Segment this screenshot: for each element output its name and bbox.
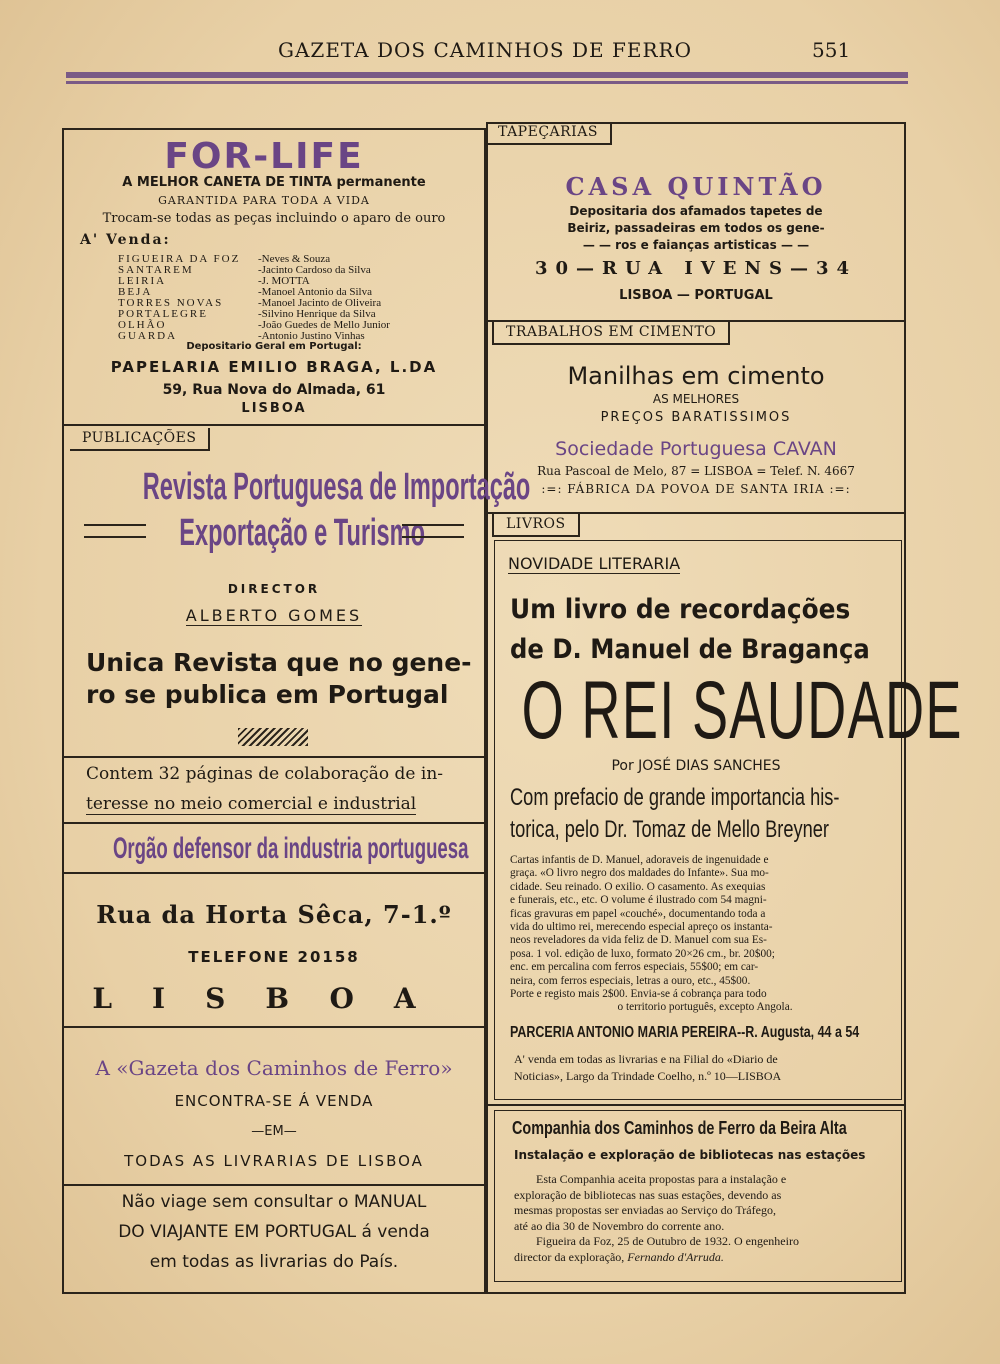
dealer-row: GUARDA -Antonio Justino Vinhas <box>118 330 365 342</box>
cavan-company: Sociedade Portuguesa CAVAN <box>555 438 837 460</box>
director-label: DIRECTOR <box>227 582 321 596</box>
forlife-brand: FOR-LIFE <box>164 136 364 177</box>
tab-livros: LIVROS <box>492 514 580 537</box>
rei-saudade-title: O REI SAUDADE <box>521 665 963 756</box>
revista-title-line1: Revista Portuguesa de Importação <box>142 466 531 508</box>
tab-tapecarias: TAPEÇARIAS <box>486 122 612 145</box>
header-rule-thin <box>66 81 908 84</box>
forlife-depositario: Depositario Geral em Portugal: <box>186 341 362 352</box>
avenda-line1: A' venda em todas as livrarias e na Filial do «Diario de <box>514 1052 778 1066</box>
cimento-ad <box>488 322 904 512</box>
gazeta-venda-line4: TODAS AS LIVRARIAS DE LISBOA <box>124 1152 424 1170</box>
decorative-stripes <box>238 728 308 746</box>
parceria-line: PARCERIA ANTONIO MARIA PEREIRA--R. Augusta, 44 a 54 <box>510 1024 860 1041</box>
gazeta-venda-line3: —EM— <box>251 1124 297 1139</box>
divider <box>64 872 484 874</box>
orgao-line: Orgão defensor da industria portuguesa <box>112 832 469 865</box>
tapecarias-address: 30—RUA IVENS—34 <box>535 258 857 279</box>
divider <box>486 1104 906 1106</box>
decorative-dashes-right <box>402 524 464 538</box>
tapecarias-ad <box>488 124 904 320</box>
contem-line2: teresse no meio comercial e industrial <box>86 794 417 814</box>
dealer-row: LEIRIA -J. MOTTA <box>118 275 310 287</box>
dealer-list <box>118 254 478 342</box>
forlife-tagline: A MELHOR CANETA DE TINTA permanente <box>122 175 426 190</box>
page-number: 551 <box>812 38 851 62</box>
manual-line2: DO VIAJANTE EM PORTUGAL á venda <box>118 1222 430 1242</box>
manual-line3: em todas as livrarias do País. <box>149 1252 399 1272</box>
tapecarias-desc-line2: Beiriz, passadeiras em todos os gene- <box>567 221 825 235</box>
dealer-row: OLHÃO -João Guedes de Mello Junior <box>118 319 390 331</box>
livro-headline2: de D. Manuel de Bragança <box>510 634 870 665</box>
cimento-precos: PREÇOS BARATISSIMOS <box>600 410 792 425</box>
forlife-papelaria: PAPELARIA EMILIO BRAGA, L.DA <box>110 358 438 376</box>
lisboa-spaced: LISBOA <box>92 982 456 1015</box>
forlife-address: 59, Rua Nova do Almada, 61 <box>162 382 386 398</box>
beira-alta-ad <box>496 1112 900 1280</box>
header-rule <box>66 72 908 78</box>
livro-description: Cartas infantis de D. Manuel, adoraveis de ingenuidade e graça. «O livro negro dos maldades do Infante». Sua mo- cidade. Seu reinado. O exilio. O casamento. As exequias e funerais, etc., etc. O volume é ilustrado com 54 magni- ficas gravuras em papel «couché», documentando toda a vida do ultimo rei, merecendo especial apreço os instanta- neos reveladores da vida feliz de D. Manuel com sua Es- posa. 1 vol. edição de luxo, formato 20×26 cm., br. 20$00; enc. em percalina com ferros especiais, 55$00; em car- neira, com ferros especiais, letras a ouro, etc., 45$00. Porte e registo mais 2$00. Envia-se á cobrança para todo o territorio português, excepto Angola. <box>510 854 793 1014</box>
novidade-literaria: NOVIDADE LITERARIA <box>508 554 681 573</box>
contem-line1: Contem 32 páginas de colaboração de in- <box>86 764 444 784</box>
casa-quintao-title: CASA QUINTÃO <box>565 172 827 201</box>
tab-cimento: TRABALHOS EM CIMENTO <box>492 322 730 345</box>
tapecarias-desc-line3: — — ros e faianças artisticas — — <box>582 238 810 252</box>
dealer-row: BEJA -Manoel Antonio da Silva <box>118 286 372 298</box>
gazeta-venda-line1: A «Gazeta dos Caminhos de Ferro» <box>95 1056 453 1080</box>
director-name: ALBERTO GOMES <box>185 606 363 625</box>
unica-line2: ro se publica em Portugal <box>86 680 449 709</box>
forlife-parts: Trocam-se todas as peças incluindo o aparo de ouro <box>102 211 446 226</box>
forlife-ad <box>64 130 484 424</box>
livro-headline1: Um livro de recordações <box>510 594 851 625</box>
cimento-melhores: AS MELHORES <box>652 392 740 406</box>
manilhas-title: Manilhas em cimento <box>567 362 825 390</box>
forlife-city: LISBOA <box>241 401 307 416</box>
tapecarias-desc-line1: Depositaria dos afamados tapetes de <box>569 204 823 218</box>
manual-line1: Não viage sem consultar o MANUAL <box>121 1192 427 1212</box>
gazeta-venda-ad <box>64 1028 484 1184</box>
unica-line1: Unica Revista que no gene- <box>86 648 472 677</box>
manual-ad <box>64 1186 484 1292</box>
dealer-row: PORTALEGRE -Silvino Henrique da Silva <box>118 308 376 320</box>
divider <box>64 822 484 824</box>
tapecarias-city: LISBOA — PORTUGAL <box>619 288 773 303</box>
livros-ad <box>488 514 963 1104</box>
dealer-row: TORRES NOVAS -Manoel Jacinto de Oliveira <box>118 297 382 309</box>
telefone: TELEFONE 20158 <box>188 948 360 966</box>
tab-publicacoes: PUBLICAÇÕES <box>70 428 210 451</box>
dealer-row: FIGUEIRA DA FOZ -Neves & Souza <box>118 253 331 265</box>
dealer-row: SANTAREM -Jacinto Cardoso da Silva <box>118 264 371 276</box>
avenda-line2: Noticias», Largo da Trindade Coelho, n.º 10—LISBOA <box>514 1069 782 1083</box>
beira-alta-subtitle: Instalação e exploração de bibliotecas nas estações <box>514 1148 866 1162</box>
prefacio-line1: Com prefacio de grande importancia his- <box>510 784 840 811</box>
beira-alta-title: Companhia dos Caminhos de Ferro da Beira Alta <box>512 1118 847 1138</box>
forlife-guarantee: GARANTIDA PARA TODA A VIDA <box>158 194 370 207</box>
prefacio-line2: torica, pelo Dr. Tomaz de Mello Breyner <box>510 816 830 843</box>
journal-title: GAZETA DOS CAMINHOS DE FERRO <box>278 38 692 62</box>
revista-title-line2: Exportação e Turismo <box>179 512 426 554</box>
forlife-venda: A' Venda: <box>80 232 171 248</box>
cimento-address: Rua Pascoal de Melo, 87 = LISBOA = Telef. N. 4667 <box>537 464 855 478</box>
cimento-fabrica: :=: FÁBRICA DA POVOA DE SANTA IRIA :=: <box>541 482 851 496</box>
rua-horta-seca: Rua da Horta Sêca, 7-1.º <box>96 900 452 929</box>
beira-alta-body: Esta Companhia aceita propostas para a instalação e exploração de bibliotecas nas suas estações, devendo as mesmas propostas ser enviadas ao Serviço do Tráfego, até ao dia 30 de Novembro do corrente ano. Figueira da Foz, 25 de Outubro de 1932. O engenheiro director da exploração, Fernando d'Arruda. <box>514 1172 799 1264</box>
gazeta-venda-line2: ENCONTRA-SE Á VENDA <box>174 1092 374 1110</box>
livro-author: Por JOSÉ DIAS SANCHES <box>611 758 781 774</box>
